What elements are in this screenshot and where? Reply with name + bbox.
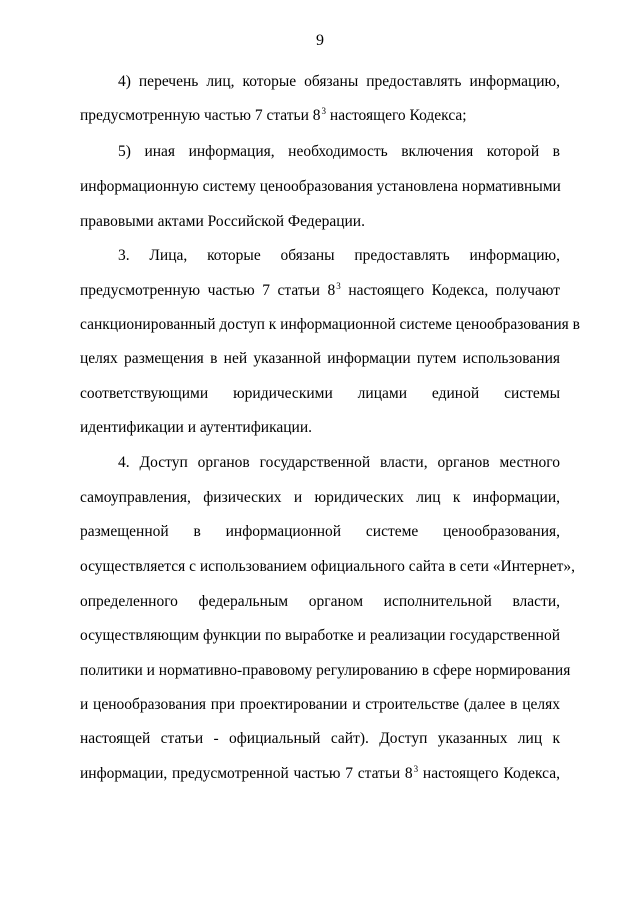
- item-4-line-2: предусмотренную частью 7 статьи $8^3$ настоящего Кодекса;: [80, 106, 467, 124]
- para-4-line-4: осуществляется с использованием официального сайта в сети «Интернет»,: [80, 558, 576, 575]
- para-4-line-10: информации, предусмотренной частью 7 статьи $8^3$ настоящего Кодекса,: [80, 764, 560, 782]
- superscript: 3: [336, 281, 341, 291]
- para-4-line-7: политики и нормативно-правовому регулированию в сфере нормирования: [80, 662, 571, 679]
- para-3-line-1: 3. Лица, которые обязаны предоставлять информацию,: [118, 247, 560, 264]
- para-4-line-8: и ценообразования при проектировании и строительстве (далее в целях: [80, 696, 560, 713]
- para-4-line-6: осуществляющим функции по выработке и реализации государственной: [80, 627, 560, 644]
- superscript: 3: [413, 764, 419, 774]
- page-number: 9: [316, 32, 324, 49]
- para-4-line-1: 4. Доступ органов государственной власти, органов местного: [118, 454, 560, 471]
- para-3-line-3: санкционированный доступ к информационной системе ценообразования в: [80, 316, 580, 333]
- para-3-line-2: предусмотренную частью 7 статьи $8^3$ настоящего Кодекса, получают: [80, 281, 560, 299]
- para-3-line-5: соответствующими юридическими лицами единой системы: [80, 385, 560, 402]
- para-3-line-4: целях размещения в ней указанной информации путем использования: [80, 350, 560, 367]
- item-4-line-1: 4) перечень лиц, которые обязаны предоставлять информацию,: [118, 73, 560, 90]
- para-3-line-6: идентификации и аутентификации.: [80, 419, 313, 436]
- para-4-line-5: определенного федеральным органом исполнительной власти,: [80, 593, 560, 610]
- para-4-line-9: настоящей статьи - официальный сайт). Доступ указанных лиц к: [80, 730, 560, 747]
- item-5-line-2: информационную систему ценообразования установлена нормативными: [80, 178, 561, 195]
- item-5-line-1: 5) иная информация, необходимость включения которой в: [118, 143, 560, 160]
- superscript: 3: [321, 106, 327, 116]
- item-5-line-3: правовыми актами Российской Федерации.: [80, 213, 365, 230]
- para-4-line-3: размещенной в информационной системе ценообразования,: [80, 523, 560, 540]
- para-4-line-2: самоуправления, физических и юридических лиц к информации,: [80, 489, 560, 506]
